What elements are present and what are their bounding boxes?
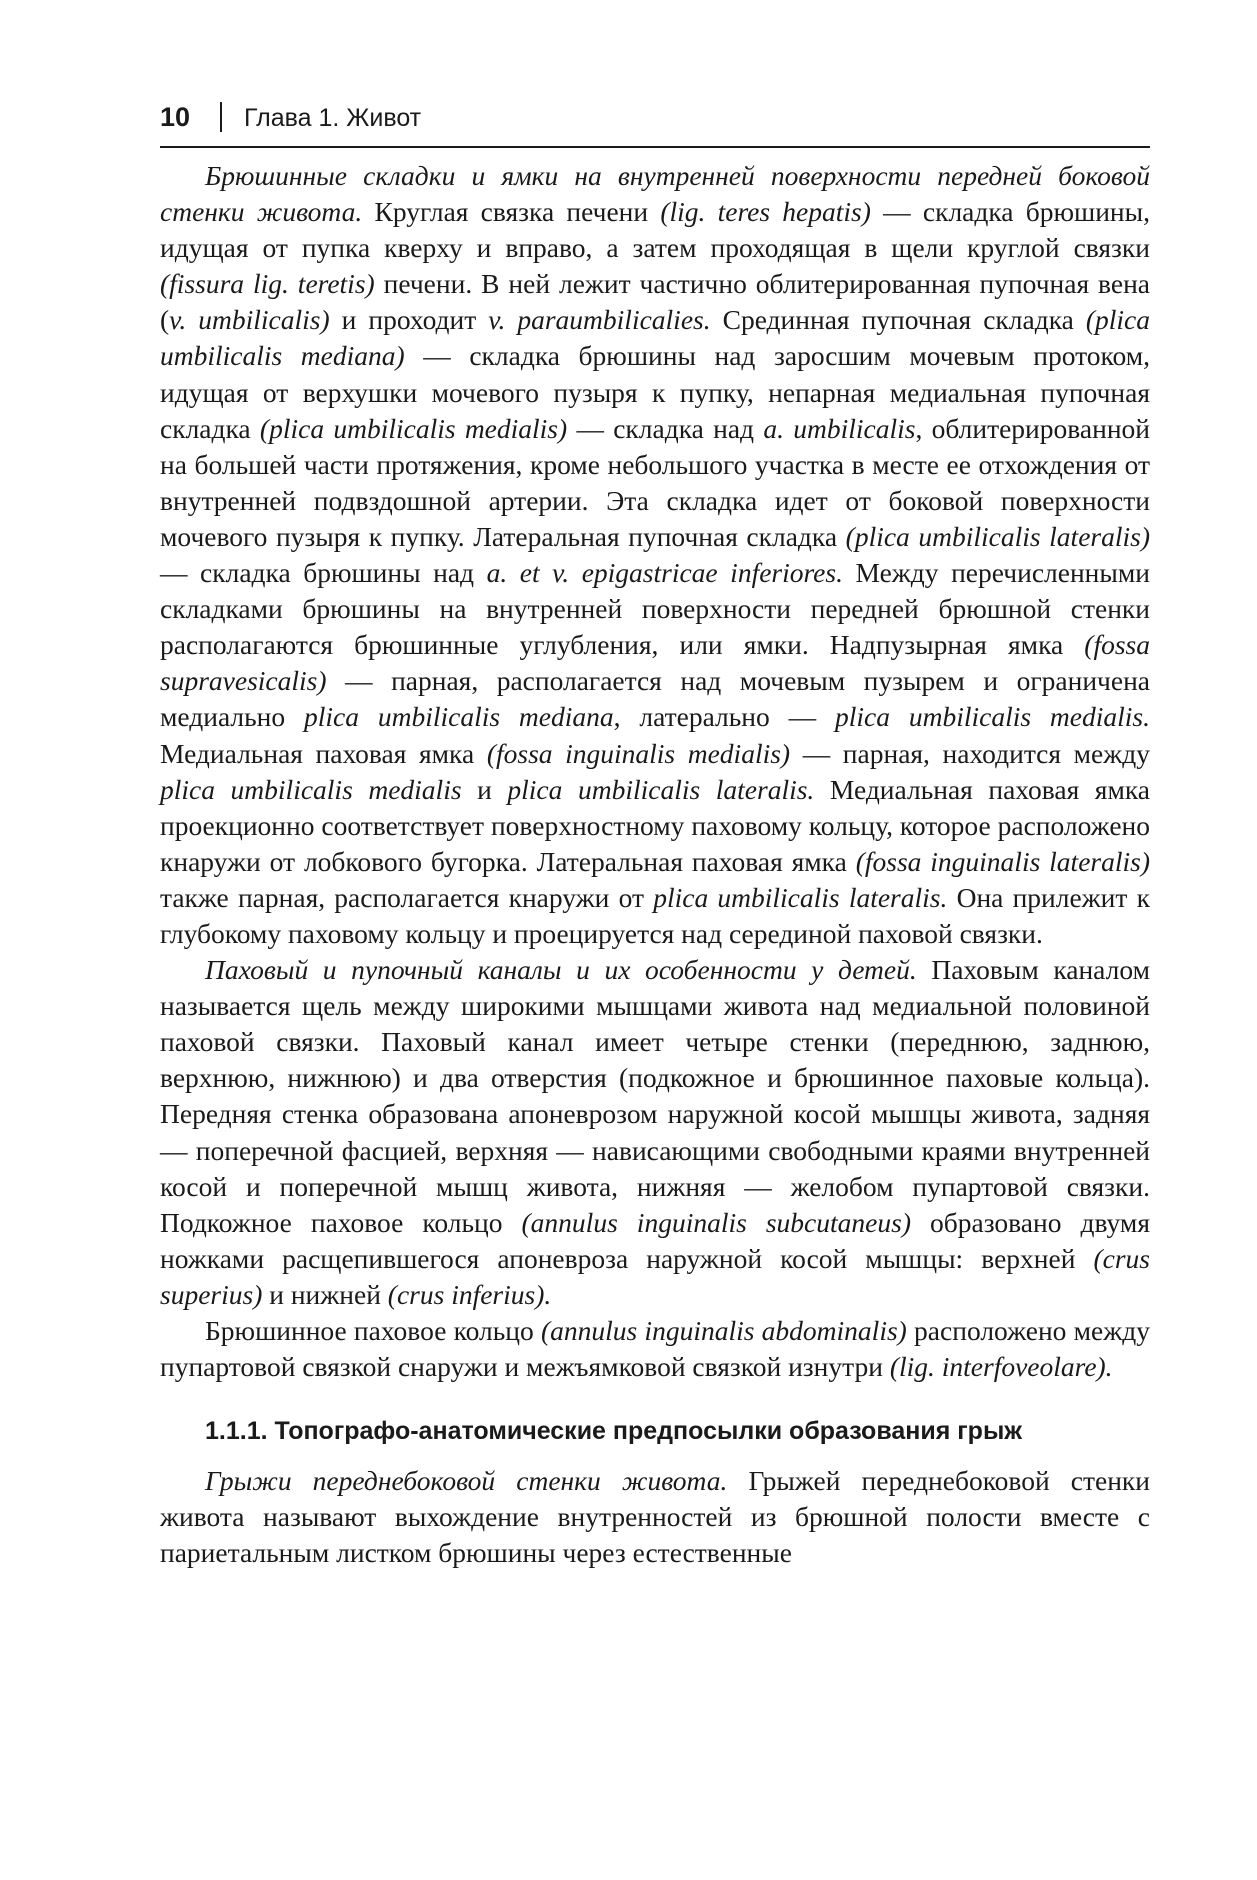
text-run: расположено между пупартовой связкой снаружи и межъямковой связкой изнутри — [160, 1315, 1151, 1383]
running-header — [160, 100, 1150, 148]
body-text — [160, 158, 1150, 1571]
text-run: и — [461, 773, 508, 805]
text-run: — складка брюшины над — [160, 557, 487, 589]
text-run: — парная, находится между — [790, 737, 1150, 769]
text-run: Между перечисленными складками брюшины на внутренней поверхности передней брюшной стенки располагаются брюшинные углубления, или ямки. Надпузырная ямка — [160, 557, 1150, 661]
text-run: Круглая связка печени — [362, 196, 661, 228]
text-run: Брюшинное паховое кольцо — [205, 1315, 541, 1346]
text-run: Грыжей переднебоковой стенки живота называют выхождение внутренностей из брюшной полости вместе с париетальным листком брюшины через естественные — [160, 1465, 1150, 1569]
text-run: и нижней — [262, 1278, 388, 1310]
italic-run: plica umbilicalis medialis. — [834, 701, 1150, 733]
paragraph — [160, 1463, 1150, 1571]
italic-run: (plica umbilicalis lateralis) — [845, 520, 1150, 552]
text-run: , латерально — — [613, 701, 835, 733]
text-run: Паховым каналом называется щель между широкими мышцами живота над медиальной половиной паховой связки. Паховый канал имеет четыре стенки (переднюю, заднюю, верхнюю, нижнюю) и два отверстия (подкожное и брюшинное паховые кольца). Передняя стенка образована апоневрозом наружной косой мышцы живота, задняя — поперечной фасцией, верхняя — нависающими свободными краями внутренней косой и поперечной мышц живота, нижняя — желобом пупартовой связки. Подкожное паховое кольцо — [160, 954, 1150, 1238]
italic-run: (annulus inguinalis abdominalis) — [540, 1315, 907, 1346]
italic-run: plica umbilicalis mediana — [304, 701, 614, 733]
text-run: печени. В ней лежит частично облитерированная пупочная вена ( — [160, 268, 1150, 336]
text-run: Она прилежит к глубокому паховому кольцу и проецируется над серединой паховой связки. — [160, 881, 1150, 949]
italic-run: (fossa inguinalis lateralis) — [855, 845, 1150, 877]
text-run: Срединная пупочная складка — [710, 304, 1086, 336]
page-number: 10 — [160, 102, 191, 132]
italic-run: v. paraumbilicalies. — [488, 304, 711, 336]
text-run: — складка брюшины над заросшим мочевым протоком, идущая от верхушки мочевого пузыря к пупку, непарная медиальная пупочная складка — [160, 340, 1150, 444]
text-run: образовано двумя ножками расщепившегося апоневроза наружной косой мышцы: верхней — [160, 1206, 1150, 1274]
italic-run: plica umbilicalis lateralis. — [507, 773, 815, 805]
text-run: — складка брюшины, идущая от пупка кверху и вправо, а затем проходящая в щели круглой связки — [160, 196, 1150, 264]
italic-run: (lig. interfoveolare). — [889, 1351, 1113, 1383]
italic-run: (crus inferius). — [387, 1278, 552, 1310]
italic-run: (annulus inguinalis subcutaneus) — [521, 1206, 911, 1238]
paragraph — [160, 158, 1150, 952]
paragraph — [160, 952, 1150, 1313]
italic-run: a. umbilicalis — [763, 412, 916, 444]
text-run: также парная, располагается кнаружи от — [160, 881, 654, 913]
italic-run: (fossa supravesicalis) — [160, 629, 1150, 697]
text-run: — складка над — [567, 412, 764, 444]
italic-run: (fissura lig. teretis) — [160, 268, 375, 300]
italic-run: plica umbilicalis lateralis. — [653, 881, 948, 913]
italic-run: (lig. teres hepatis) — [660, 196, 871, 228]
italic-run: (crus superius) — [160, 1242, 1150, 1310]
italic-run: (plica umbilicalis medialis) — [259, 412, 568, 444]
text-run: , облитерированной на большей части протяжения, кроме небольшого участка в месте ее отхождения от внутренней подвздошной артерии. Эта складка идет от боковой поверхности мочевого пузыря к пупку. Латеральная пупочная складка — [160, 412, 1150, 552]
italic-run: plica umbilicalis medialis — [160, 773, 462, 805]
italic-run: (fossa inguinalis medialis) — [486, 737, 791, 769]
italic-run: v. umbilicalis) — [169, 304, 330, 336]
italic-run: Грыжи переднебоковой стенки живота. — [205, 1465, 728, 1497]
italic-run: a. et v. epigastricae inferiores. — [486, 557, 843, 589]
text-run: — парная, располагается над мочевым пузырем и ограничена медиально — [160, 665, 1150, 733]
paragraph — [160, 1313, 1150, 1385]
italic-run: Паховый и пупочный каналы и их особенности у детей. — [205, 954, 917, 986]
chapter-title: Глава 1. Живот — [244, 104, 422, 132]
section-heading: 1.1.1. Топографо-анатомические предпосылки образования грыж — [205, 1417, 1023, 1446]
italic-run: Брюшинные складки и ямки на внутренней поверхности передней боковой стенки живота. — [160, 160, 1150, 228]
text-run: Медиальная паховая ямка проекционно соответствует поверхностному паховому кольцу, которое расположено кнаружи от лобкового бугорка. Латеральная паховая ямка — [160, 773, 1150, 877]
header-separator — [220, 102, 222, 132]
text-run: Медиальная паховая ямка — [160, 737, 487, 769]
italic-run: (plica umbilicalis mediana) — [160, 304, 1151, 372]
text-run: и проходит — [329, 304, 489, 336]
